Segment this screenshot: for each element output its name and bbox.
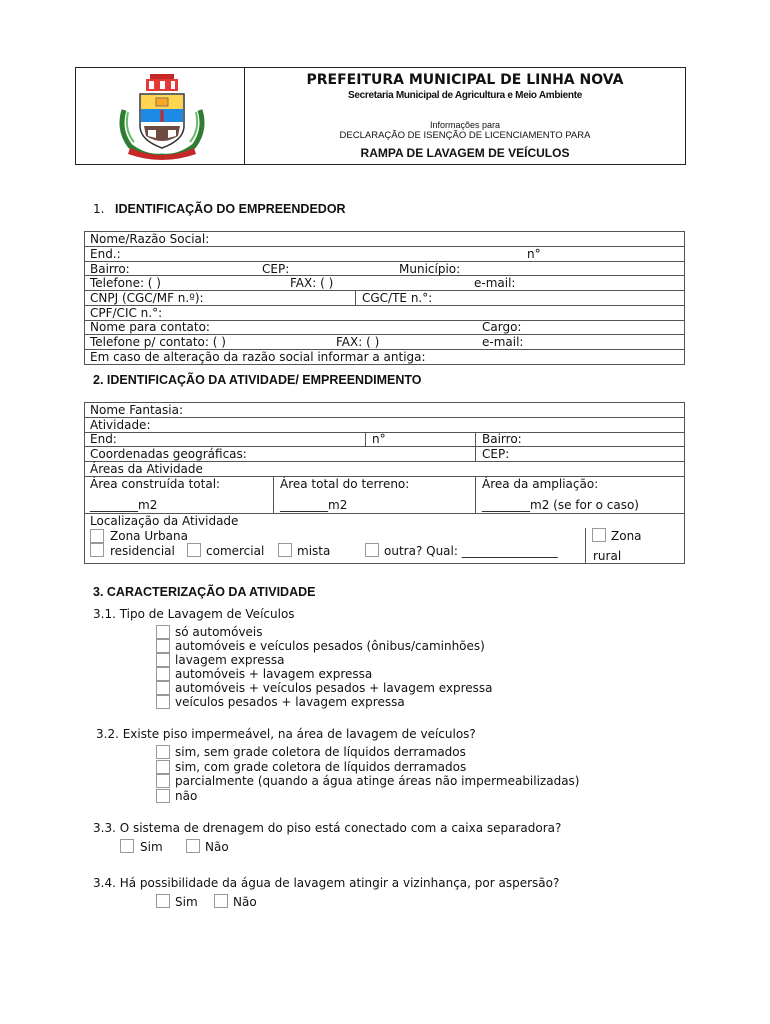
- telefone-field[interactable]: Telefone: ( ): [90, 276, 161, 290]
- area-terreno-label: Área total do terreno:: [280, 477, 410, 491]
- comercial-label: comercial: [206, 544, 265, 558]
- col-divider: [475, 476, 476, 513]
- atividade-field[interactable]: Atividade:: [90, 418, 151, 432]
- col-divider: [273, 476, 274, 513]
- cgcte-field[interactable]: CGC/TE n.°:: [362, 291, 433, 305]
- q4-sim-label: Sim: [175, 895, 198, 909]
- atividade-end-field[interactable]: End:: [90, 432, 117, 446]
- row-divider: [84, 417, 685, 418]
- q1-option-label: automóveis e veículos pesados (ônibus/caminhões): [175, 639, 485, 653]
- q1-option-label: só automóveis: [175, 625, 263, 639]
- q2-option-checkbox[interactable]: [156, 774, 170, 788]
- section3-title: 3. CARACTERIZAÇÃO DA ATIVIDADE: [93, 585, 316, 599]
- area-construida-field[interactable]: ________m2: [90, 498, 158, 512]
- row-divider: [84, 305, 685, 306]
- coat-of-arms-logo: [116, 70, 208, 162]
- atividade-numero-field[interactable]: n°: [372, 432, 386, 446]
- localizacao-heading: Localização da Atividade: [90, 514, 239, 528]
- q4-nao-checkbox[interactable]: [214, 894, 228, 908]
- cnpj-field[interactable]: CNPJ (CGC/MF n.º):: [90, 291, 204, 305]
- q1-option-checkbox[interactable]: [156, 625, 170, 639]
- mista-checkbox[interactable]: [278, 543, 292, 557]
- q1-option-checkbox[interactable]: [156, 667, 170, 681]
- q1-option-label: automóveis + veículos pesados + lavagem expressa: [175, 681, 493, 695]
- q2-option-label: não: [175, 789, 198, 803]
- residencial-label: residencial: [110, 544, 175, 558]
- municipio-field[interactable]: Município:: [399, 262, 461, 276]
- q3-nao-checkbox[interactable]: [186, 839, 200, 853]
- numero-field[interactable]: n°: [527, 247, 541, 261]
- col-divider: [475, 432, 476, 461]
- outra-field[interactable]: outra? Qual: ________________: [384, 544, 558, 558]
- zona-urbana-label: Zona Urbana: [110, 529, 188, 543]
- info-label: Informações para: [429, 120, 501, 130]
- atividade-bairro-field[interactable]: Bairro:: [482, 432, 522, 446]
- q1-option-label: automóveis + lavagem expressa: [175, 667, 373, 681]
- section2-title: 2. IDENTIFICAÇÃO DA ATIVIDADE/ EMPREENDIMENTO: [93, 373, 422, 387]
- q3-nao-label: Não: [205, 840, 229, 854]
- question-3-1: 3.1. Tipo de Lavagem de Veículos: [93, 607, 295, 621]
- zona-rural-label: Zona: [611, 529, 642, 543]
- area-ampliacao-field[interactable]: ________m2 (se for o caso): [482, 498, 639, 512]
- nome-razao-field[interactable]: Nome/Razão Social:: [90, 232, 210, 246]
- email-contato-field[interactable]: e-mail:: [482, 335, 524, 349]
- dept-name: Secretaria Municipal de Agricultura e Meio Ambiente: [347, 90, 583, 101]
- q4-nao-label: Não: [233, 895, 257, 909]
- q1-option-checkbox[interactable]: [156, 639, 170, 653]
- q2-option-checkbox[interactable]: [156, 789, 170, 803]
- row-divider: [84, 275, 685, 276]
- q3-sim-label: Sim: [140, 840, 163, 854]
- subject-title: RAMPA DE LAVAGEM DE VEÍCULOS: [360, 146, 570, 160]
- question-3-2: 3.2. Existe piso impermeável, na área de lavagem de veículos?: [96, 727, 476, 741]
- q2-option-checkbox[interactable]: [156, 760, 170, 774]
- telefone-contato-field[interactable]: Telefone p/ contato: ( ): [90, 335, 226, 349]
- q2-option-label: parcialmente (quando a água atinge áreas não impermeabilizadas): [175, 774, 580, 788]
- contato-field[interactable]: Nome para contato:: [90, 320, 210, 334]
- q2-option-label: sim, sem grade coletora de líquidos derramados: [175, 745, 466, 759]
- coordenadas-field[interactable]: Coordenadas geográficas:: [90, 447, 247, 461]
- q2-option-label: sim, com grade coletora de líquidos derramados: [175, 760, 467, 774]
- fax-contato-field[interactable]: FAX: ( ): [336, 335, 380, 349]
- cargo-field[interactable]: Cargo:: [482, 320, 522, 334]
- email-field[interactable]: e-mail:: [474, 276, 516, 290]
- outra-checkbox[interactable]: [365, 543, 379, 557]
- org-title: PREFEITURA MUNICIPAL DE LINHA NOVA: [306, 72, 624, 88]
- question-3-3: 3.3. O sistema de drenagem do piso está conectado com a caixa separadora?: [93, 821, 562, 835]
- bairro-field[interactable]: Bairro:: [90, 262, 130, 276]
- cpf-field[interactable]: CPF/CIC n.°:: [90, 306, 163, 320]
- col-divider: [365, 432, 366, 446]
- areas-heading: Áreas da Atividade: [90, 462, 203, 476]
- atividade-cep-field[interactable]: CEP:: [482, 447, 510, 461]
- q1-option-checkbox[interactable]: [156, 695, 170, 709]
- nome-fantasia-field[interactable]: Nome Fantasia:: [90, 403, 184, 417]
- zona-rural-label-2: rural: [593, 549, 622, 563]
- q4-sim-checkbox[interactable]: [156, 894, 170, 908]
- question-3-4: 3.4. Há possibilidade da água de lavagem atingir a vizinhança, por aspersão?: [93, 876, 560, 890]
- area-terreno-field[interactable]: ________m2: [280, 498, 348, 512]
- residencial-checkbox[interactable]: [90, 543, 104, 557]
- row-divider: [84, 246, 685, 247]
- q1-option-label: veículos pesados + lavagem expressa: [175, 695, 405, 709]
- fax-field[interactable]: FAX: ( ): [290, 276, 334, 290]
- zona-rural-checkbox[interactable]: [592, 528, 606, 542]
- row-divider: [84, 261, 685, 262]
- q1-option-checkbox[interactable]: [156, 681, 170, 695]
- q1-option-label: lavagem expressa: [175, 653, 285, 667]
- comercial-checkbox[interactable]: [187, 543, 201, 557]
- razao-antiga-field[interactable]: Em caso de alteração da razão social informar a antiga:: [90, 350, 426, 364]
- col-divider: [585, 528, 586, 564]
- col-divider: [355, 290, 356, 305]
- endereco-field[interactable]: End.:: [90, 247, 121, 261]
- mista-label: mista: [297, 544, 331, 558]
- cep-field[interactable]: CEP:: [262, 262, 290, 276]
- q1-option-checkbox[interactable]: [156, 653, 170, 667]
- section1-number: 1.: [93, 202, 105, 216]
- zona-urbana-checkbox[interactable]: [90, 529, 104, 543]
- area-construida-label: Área construída total:: [90, 477, 221, 491]
- q2-option-checkbox[interactable]: [156, 745, 170, 759]
- area-ampliacao-label: Área da ampliação:: [482, 477, 599, 491]
- declaration-label: DECLARAÇÃO DE ISENÇÃO DE LICENCIAMENTO PARA: [339, 130, 591, 141]
- q3-sim-checkbox[interactable]: [120, 839, 134, 853]
- section1-title: IDENTIFICAÇÃO DO EMPREENDEDOR: [115, 202, 346, 216]
